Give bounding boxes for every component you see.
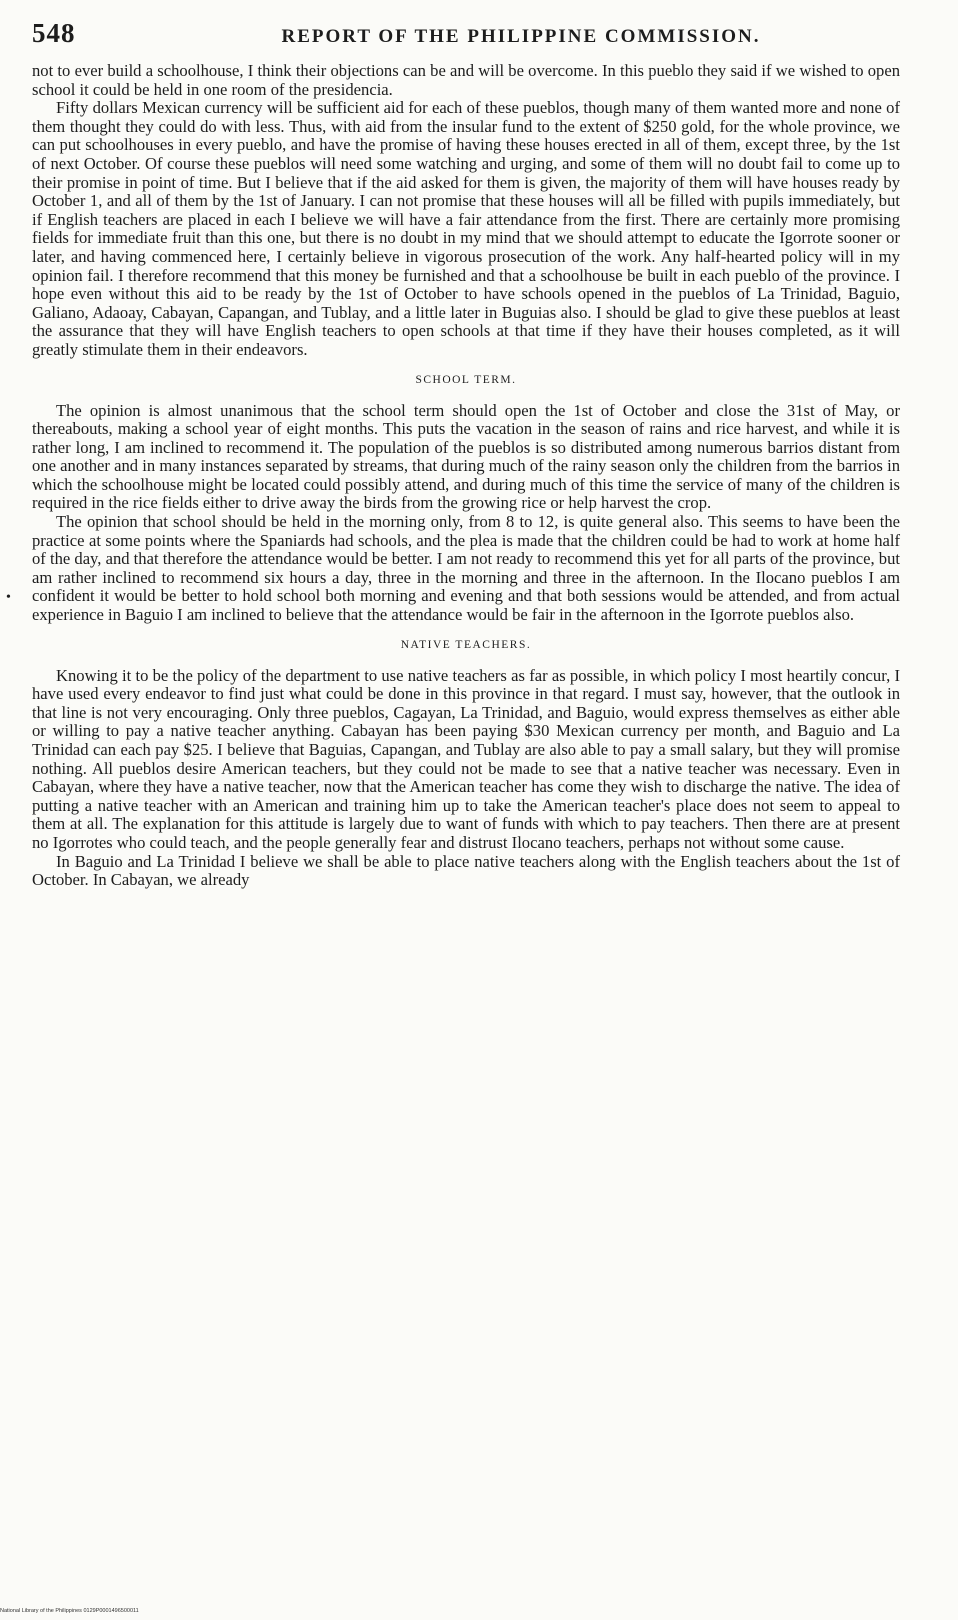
- paragraph-school-term: The opinion is almost unanimous that the school term should open the 1st of October and close the 31st of May, or thereabouts, making a school year of eight months. This puts the vacation in the season of rains and rice harvest, and while it is rather long, I am inclined to recommend it. The population of the pueblos is so distributed among numerous barrios distant from one another and in many instances separated by streams, that during much of the rainy season only the children from the barrios in which the schoolhouse might be located could possibly attend, and during much of this time the service of many of the children is required in the rice fields either to drive away the birds from the growing rice or help harvest the crop.: [32, 400, 900, 513]
- margin-bullet-mark: •: [6, 590, 11, 605]
- library-footer: National Library of the Philippines 0129P0001496500011: [0, 1608, 139, 1614]
- page-header: [32, 18, 900, 62]
- paragraph-continued: not to ever build a schoolhouse, I think their objections can be and will be overcome. In this pueblo they said if we wished to open school it could be held in one room of the presidencia.: [32, 61, 900, 99]
- paragraph-aid-funds: Fifty dollars Mexican currency will be sufficient aid for each of these pueblos, though many of them wanted more and none of them thought they could do with less. Thus, with aid from the insular fund to the extent of $250 gold, for the whole province, we can put schoolhouses in every pueblo, and have the promise of having these houses erected in all of them, except three, by the 1st of next October. Of course these pueblos will need some watching and urging, and some of them will no doubt fail to come up to their promise in point of time. But I believe that if the aid asked for them is given, the majority of them will have houses ready by October 1, and all of them by the 1st of January. I can not promise that these houses will all be filled with pupils immediately, but if English teachers are placed in each I believe we will have a fair attendance from the first. There are certainly more promising fields for immediate fruit than this one, but there is no doubt in my mind that we should attempt to educate the Igorrote sooner or later, and having commenced here, I certainly believe in vigorous prosecution of the work. Any half-hearted policy will in my opinion fail. I therefore recommend that this money be furnished and that a schoolhouse be built in each pueblo of the province. I hope even without this aid to be ready by the 1st of October to have schools opened in the pueblos of La Trinidad, Baguio, Galiano, Adaoay, Cabayan, Capangan, and Tublay, and a little later in Buguias also. I should be glad to give these pueblos at least the assurance that they will have English teachers to open schools at that time if they have their houses completed, as it will greatly stimulate them in their endeavors.: [32, 98, 900, 359]
- paragraph-baguio-trinidad: In Baguio and La Trinidad I believe we shall be able to place native teachers along with the English teachers about the 1st of October. In Cabayan, we already: [32, 851, 900, 890]
- section-heading-school-term: SCHOOL TERM.: [415, 373, 517, 386]
- running-head: REPORT OF THE PHILIPPINE COMMISSION.: [281, 26, 761, 47]
- paragraph-native-teachers: Knowing it to be the policy of the department to use native teachers as far as possible, in which policy I most heartily concur, I have used every endeavor to find just what could be done in this province in that regard. I must say, however, that the outlook in that line is not very encouraging. Only three pueblos, Cagayan, La Trinidad, and Baguio, would express themselves as either able or willing to pay a native teacher anything. Cabayan has been paying $30 Mexican currency per month, and Baguio and La Trinidad can each pay $25. I believe that Baguias, Capangan, and Tublay are also able to pay a small salary, but they will promise nothing. All pueblos desire American teachers, but they could not be made to see that a native teacher was necessary. Even in Cabayan, where they have a native teacher, now that the American teacher has come they wish to discharge the native. The idea of putting a native teacher with an American and training him up to take the American teacher's place does not seem to appeal to them at all. The explanation for this attitude is largely due to want of funds with which to pay teachers. Then there are at present no Igorrotes who could teach, and the people generally fear and distrust Ilocano teachers, perhaps not without some cause.: [32, 665, 900, 852]
- page-number: 548: [32, 18, 76, 48]
- section-heading-native-teachers: NATIVE TEACHERS.: [400, 638, 532, 651]
- document-page: [32, 18, 900, 890]
- paragraph-school-hours: The opinion that school should be held in the morning only, from 8 to 12, is quite general also. This seems to have been the practice at some points where the Spaniards had schools, and the plea is made that the children could be had to work at home half of the day, and that therefore the attendance would be better. I am not ready to recommend this yet for all parts of the province, but am rather inclined to recommend six hours a day, three in the morning and three in the afternoon. In the Ilocano pueblos I am confident it would be better to hold school both morning and evening and that both sessions would be attended, and from actual experience in Baguio I am inclined to believe that the attendance would be fair in the afternoon in the Igorrote pueblos also.: [32, 512, 900, 625]
